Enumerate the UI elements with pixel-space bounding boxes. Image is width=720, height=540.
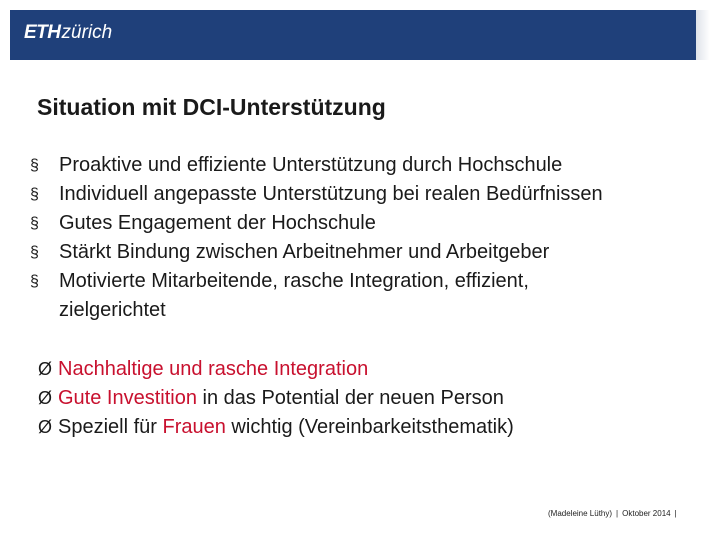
- bullet-text: Stärkt Bindung zwischen Arbeitnehmer und Arbeitgeber: [59, 241, 550, 263]
- bullet-item: [30, 267, 603, 296]
- arrow-text-pre: Speziell für: [58, 416, 163, 438]
- footer-author: (Madeleine Lüthy): [548, 509, 613, 518]
- highlight-text: Frauen: [162, 416, 226, 438]
- arrow-text: in das Potential der neuen Person: [196, 387, 504, 409]
- arrow-bullet-icon: Ø: [38, 417, 53, 437]
- bullet-item: [30, 209, 603, 238]
- bullet-item: [30, 180, 603, 209]
- arrow-text: wichtig (Vereinbarkeitsthematik): [225, 416, 514, 438]
- bullet-item: [30, 151, 603, 180]
- section-bullet-icon: §: [30, 215, 39, 232]
- arrow-bullet-icon: Ø: [38, 388, 53, 408]
- bullet-continuation: [30, 296, 603, 325]
- arrow-item: [38, 355, 514, 384]
- bullet-text: Motivierte Mitarbeitende, rasche Integration, effizient,: [59, 270, 529, 292]
- logo-zurich: zürich: [61, 22, 113, 43]
- footer-separator: |: [674, 509, 677, 518]
- bullet-item: [30, 238, 603, 267]
- section-bullet-icon: §: [30, 157, 39, 174]
- highlight-text: Gute Investition: [58, 387, 197, 409]
- eth-zurich-logo: [24, 22, 112, 44]
- bullet-text: Gutes Engagement der Hochschule: [59, 212, 376, 234]
- slide-title: Situation mit DCI-Unterstützung: [37, 94, 386, 120]
- logo-eth: ETH: [24, 22, 61, 43]
- arrow-item: [38, 384, 514, 413]
- section-bullet-icon: §: [30, 273, 39, 290]
- footer-separator: |: [616, 509, 619, 518]
- section-bullet-icon: §: [30, 244, 39, 261]
- footer: [548, 509, 681, 518]
- bullet-text: Proaktive und effiziente Unterstützung durch Hochschule: [59, 154, 563, 176]
- header-bar: [10, 10, 696, 60]
- bullet-list: [30, 151, 603, 325]
- arrow-item: [38, 413, 514, 442]
- bullet-text: Individuell angepasste Unterstützung bei realen Bedürfnissen: [59, 183, 603, 205]
- header-shadow: [696, 10, 710, 60]
- footer-date: Oktober 2014: [622, 509, 671, 518]
- bullet-text: zielgerichtet: [59, 299, 166, 321]
- arrow-bullet-icon: Ø: [38, 359, 53, 379]
- section-bullet-icon: §: [30, 186, 39, 203]
- highlight-text: Nachhaltige und rasche Integration: [58, 358, 369, 380]
- arrow-list: [38, 355, 514, 442]
